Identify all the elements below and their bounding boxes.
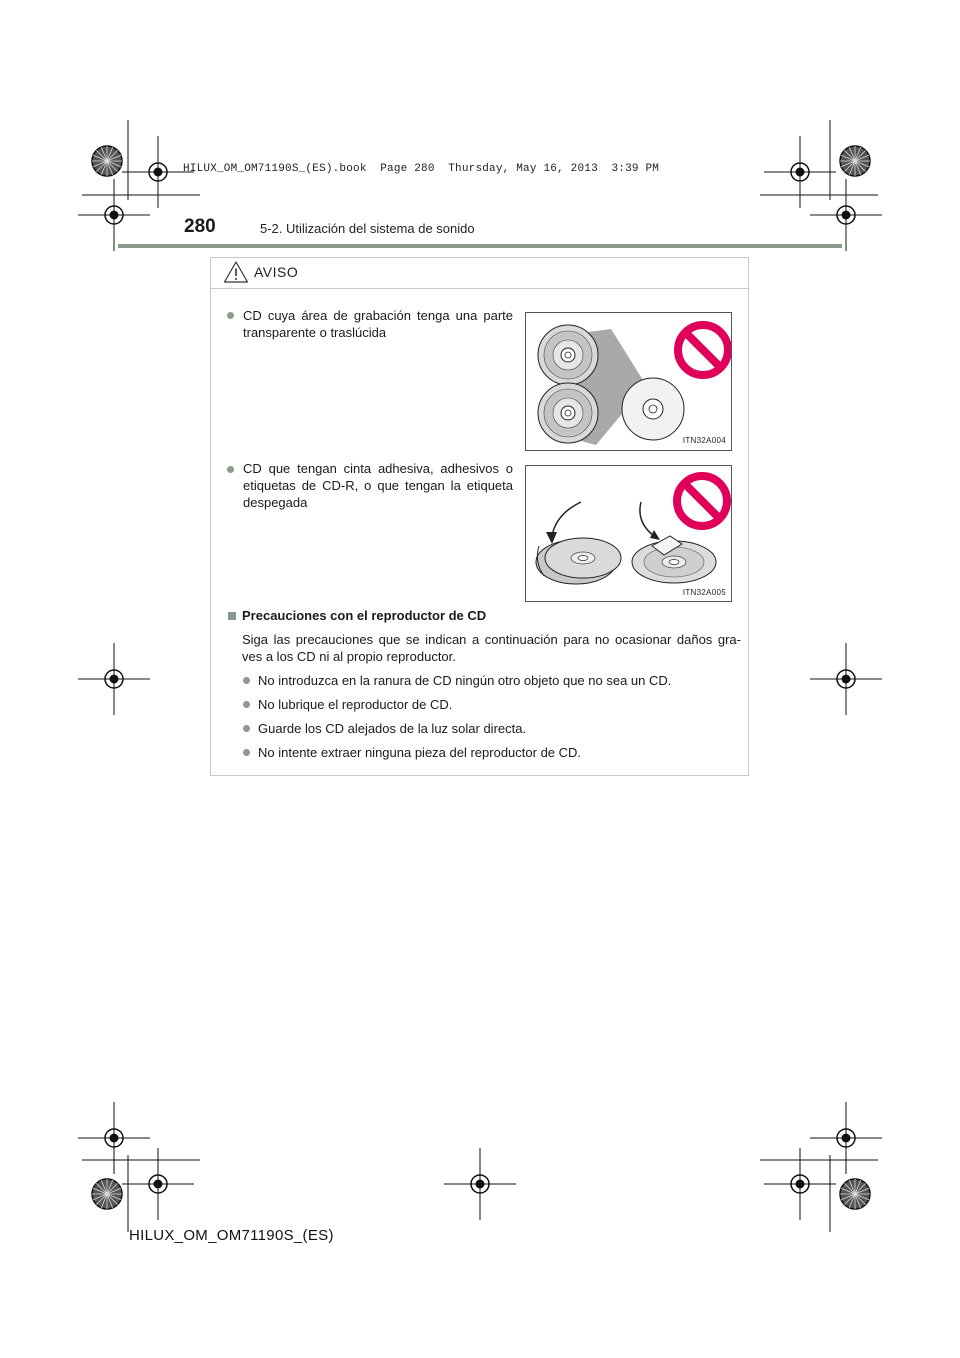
item-1-line-2: transparente o traslúcida — [243, 325, 387, 340]
header-rule — [118, 244, 842, 248]
bullet-icon — [243, 749, 250, 756]
bullet-icon — [227, 312, 234, 319]
figure-adhesive-cd — [525, 465, 732, 602]
subsection-para-line-1: Siga las precauciones que se indican a continuación para no ocasionar daños gra- — [242, 632, 741, 647]
item-1-line-1: CD cuya área de grabación tenga una parte — [243, 308, 513, 323]
bullet-icon — [227, 466, 234, 473]
precaution-item: No introduzca en la ranura de CD ningún otro objeto que no sea un CD. — [258, 673, 672, 688]
printer-line: HILUX_OM_OM71190S_(ES).book Page 280 Thursday, May 16, 2013 3:39 PM — [183, 163, 660, 175]
adhesive-cd-illustration — [526, 466, 731, 601]
subsection-para-line-2: ves a los CD ni al propio reproductor. — [242, 649, 456, 664]
item-2-line-3: despegada — [243, 495, 308, 510]
square-bullet-icon — [228, 612, 236, 620]
item-2-line-2: etiquetas de CD-R, o que tengan la etiqueta — [243, 478, 513, 493]
figure-code-1: ITN32A004 — [682, 436, 726, 445]
bullet-icon — [243, 725, 250, 732]
bullet-icon — [243, 677, 250, 684]
section-title: 5-2. Utilización del sistema de sonido — [260, 221, 475, 236]
figure-code-2: ITN32A005 — [682, 588, 726, 597]
precaution-item: No intente extraer ninguna pieza del reproductor de CD. — [258, 745, 582, 760]
warning-title: AVISO — [254, 264, 299, 280]
precaution-item: Guarde los CD alejados de la luz solar directa. — [258, 721, 527, 736]
warning-header-rule — [211, 288, 748, 289]
footer-document-code: HILUX_OM_OM71190S_(ES) — [129, 1227, 334, 1244]
transparent-cd-illustration — [526, 313, 731, 450]
item-2-line-1: CD que tengan cinta adhesiva, adhesivos o — [243, 461, 513, 476]
bullet-icon — [243, 701, 250, 708]
warning-triangle-icon — [223, 260, 249, 284]
page-number: 280 — [184, 216, 216, 237]
figure-transparent-cd — [525, 312, 732, 451]
precaution-item: No lubrique el reproductor de CD. — [258, 697, 453, 712]
subsection-heading: Precauciones con el reproductor de CD — [242, 608, 487, 623]
